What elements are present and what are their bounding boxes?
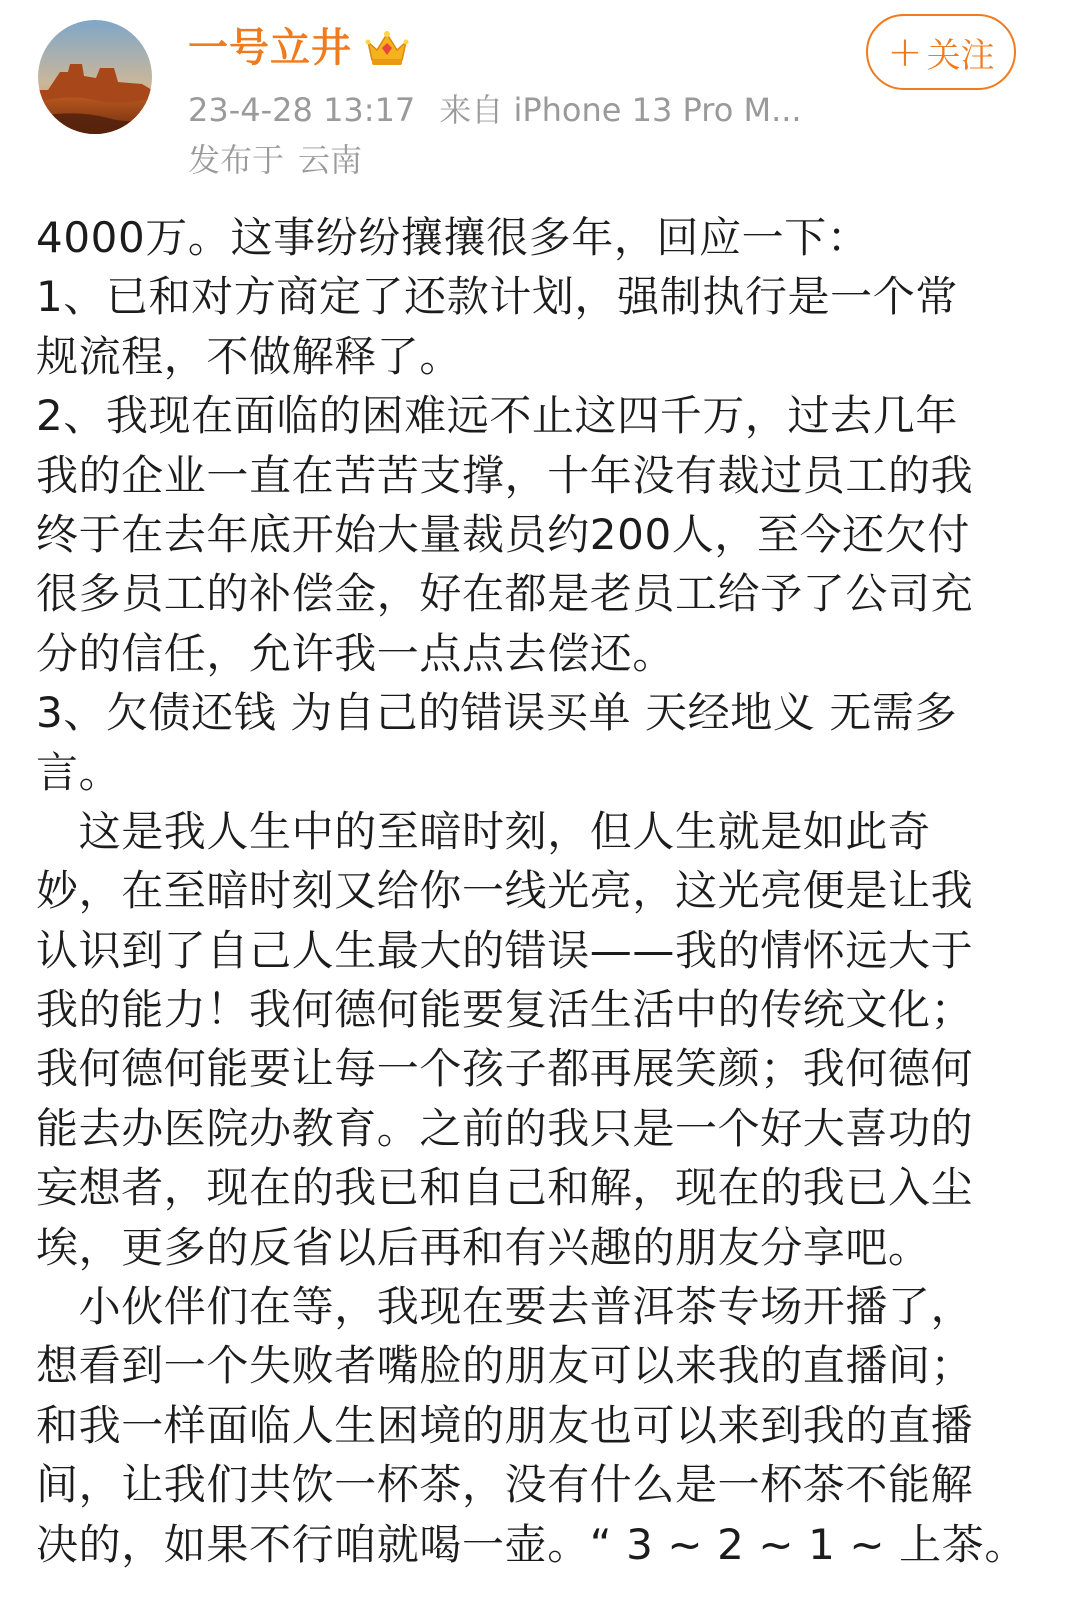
post-line: 小伙伴们在等，我现在要去普洱茶专场开播了， (36, 1282, 974, 1332)
post-line: 妙，在至暗时刻又给你一线光亮，这光亮便是让我 (36, 866, 974, 916)
post-line: 能去办医院办教育。之前的我只是一个好大喜功的 (36, 1103, 974, 1153)
post-body (36, 208, 1026, 1574)
post-line: 言。 (36, 747, 122, 797)
crown-icon (364, 28, 410, 68)
post-line: 我何德何能要让每一个孩子都再展笑颜；我何德何 (36, 1044, 974, 1094)
desert-landscape-avatar-icon (38, 20, 152, 134)
username[interactable]: 一号立井 (188, 25, 352, 71)
post-line: 妄想者，现在的我已和自己和解，现在的我已入尘 (36, 1163, 974, 1213)
post-line: 规流程，不做解释了。 (36, 331, 463, 381)
post-line: 分的信任，允许我一点点去偿还。 (36, 628, 676, 678)
post-line: 终于在去年底开始大量裁员约200人，至今还欠付 (36, 509, 970, 559)
post-line: 决的，如果不行咱就喝一壶。“ 3 ~ 2 ~ 1 ~ 上茶。 (36, 1519, 1027, 1569)
post-line: 想看到一个失败者嘴脸的朋友可以来我的直播间； (36, 1341, 974, 1391)
post-meta-location (188, 138, 376, 182)
username-row (188, 20, 410, 76)
follow-label: 关注 (926, 35, 995, 76)
plus-icon: + (887, 27, 923, 76)
follow-button[interactable] (866, 14, 1016, 90)
avatar[interactable] (38, 20, 152, 134)
post-line: 我的企业一直在苦苦支撑，十年没有裁过员工的我 (36, 450, 974, 500)
post-line: 3、欠债还钱 为自己的错误买单 天经地义 无需多 (36, 688, 958, 738)
post-source: 来自 iPhone 13 Pro M... (439, 91, 802, 129)
post-line: 4000万。这事纷纷攘攘很多年，回应一下： (36, 213, 870, 262)
post-line: 2、我现在面临的困难远不止这四千万，过去几年 (36, 391, 958, 441)
post-line: 很多员工的补偿金，好在都是老员工给予了公司充 (36, 569, 974, 619)
post-header (0, 0, 1073, 200)
post-line: 我的能力！我何德何能要复活生活中的传统文化； (36, 985, 974, 1035)
post-line: 认识到了自己人生最大的错误——我的情怀远大于 (36, 925, 974, 975)
post-meta-time (188, 88, 802, 132)
timestamp: 23-4-28 13:17 (188, 91, 416, 129)
post-line: 埃，更多的反省以后再和有兴趣的朋友分享吧。 (36, 1222, 931, 1272)
location-prefix: 发布于 (188, 141, 285, 179)
post-line: 间，让我们共饮一杯茶，没有什么是一杯茶不能解 (36, 1460, 974, 1510)
post-line: 1、已和对方商定了还款计划，强制执行是一个常 (36, 272, 958, 322)
post-line: 和我一样面临人生困境的朋友也可以来到我的直播 (36, 1400, 974, 1450)
post-line: 这是我人生中的至暗时刻，但人生就是如此奇 (36, 806, 931, 856)
location: 云南 (298, 141, 363, 179)
